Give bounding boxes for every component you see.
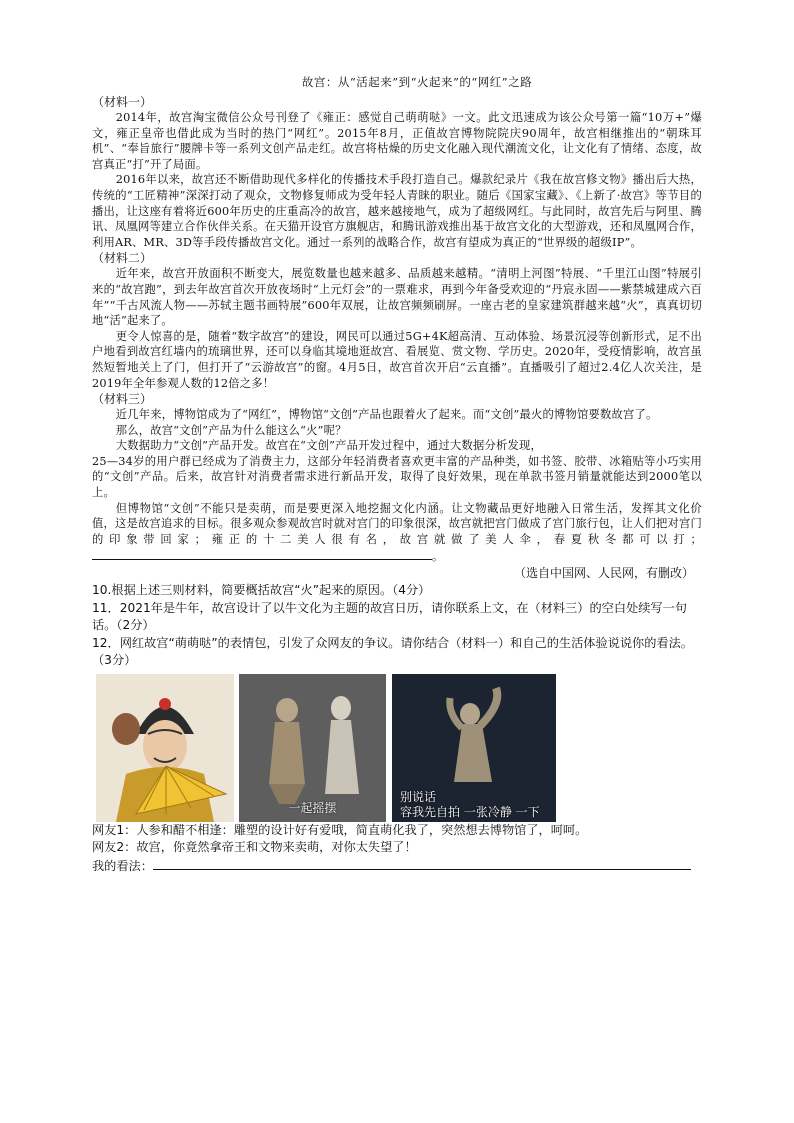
caption-selfie xyxy=(400,790,556,820)
material3-paragraph: 大数据助力“文创”产品开发。故宫在“文创”产品开发过程中，通过大数据分析发现， xyxy=(115,439,543,453)
material2-heading: （材料二） xyxy=(92,251,153,266)
material3-last-text: 但博物馆“文创”不能只是卖萌，而是要更深入地挖掘文化内涵。让文物藏品更好地融入日常生活，发挥其文化价值，这是故宫追求的目标。很多观众参观故宫时就对宫门的印象很深，故宫就把宫门做成了宫门旅行包，让人们把对宫门的印象带回家；雍正的十二美人很有名，故宫就做了美人伞，春夏秋冬都可以打； xyxy=(92,501,702,546)
material3-paragraph: 25—34岁的用户群已经成为了消费主力，这部分年轻消费者喜欢更丰富的产品种类，如书签、胶带、冰箱贴等小巧实用的“文创”产品。后来，故宫针对消费者需求进行新品开发，取得了良好效果，现在单款书签月销量就能达到2000笔以上。 xyxy=(92,454,702,500)
caption-line-1: 别说话 xyxy=(400,789,437,804)
material1-paragraph: 2016年以来，故宫还不断借助现代多样化的传播技术手段打造自己。爆款纪录片《我在故宫修文物》播出后大热，传统的“工匠精神”深深打动了观众，文物修复师成为受年轻人青睐的职业。随后《国家宝藏》、《上新了·故宫》等节目的播出，让这座有着将近600年历史的庄重高冷的故宫，越来越接地气，成为了超级网红。与此同时，故宫先后与阿里、腾讯、凤凰网等建立合作伙伴关系。在天猫开设官方旗舰店，和腾讯游戏推出基于故宫文化的大型游戏，还和凤凰网合作，利用AR、MR、3D等手段传播故宫文化。通过一系列的战略合作，故宫有望成为真正的“世界级的超级IP”。 xyxy=(92,173,702,249)
selfie-figurine-image xyxy=(392,674,556,822)
blank-end-mark: 。 xyxy=(432,550,444,564)
dancing-figurines-image xyxy=(239,674,386,822)
fill-in-blank[interactable] xyxy=(92,547,432,560)
caption-line-2: 容我先自拍 一张冷静 一下 xyxy=(400,804,540,819)
netizen-reply-2: 网友2：故宫，你竟然拿帝王和文物来卖萌，对你太失望了！ xyxy=(92,840,417,855)
page-title: 故宫：从“活起来”到“火起来”的“网红”之路 xyxy=(301,75,533,89)
emperor-fan-image xyxy=(96,674,234,822)
question-10: 10.根据上述三则材料，简要概括故宫“火”起来的原因。（4分） xyxy=(92,583,431,598)
question-12: 12．网红故宫“萌萌哒”的表情包，引发了众网友的争议。请你结合（材料一）和自己的生活体验说说你的看法。（3分） xyxy=(92,635,693,668)
caption-yiqi-yaobai: 一起摇摆 xyxy=(288,800,337,815)
material1-heading: （材料一） xyxy=(92,95,153,109)
document-page xyxy=(92,74,702,875)
meme-images xyxy=(92,674,702,822)
source-note: （选自中国网、人民网，有删改） xyxy=(513,566,694,581)
answer-label: 我的看法： xyxy=(92,858,153,873)
question-11: 11．2021年是牛年，故宫设计了以牛文化为主题的故宫日历，请你联系上文，在（材料三）的空白处续写一句话。（2分） xyxy=(92,600,687,633)
material2-paragraph: 近年来，故宫开放面积不断变大，展览数量也越来越多、品质越来越精。“清明上河图”特展、“千里江山图”特展引来的“故宫跑”，到去年故宫首次开放夜场时“上元灯会”的一票难求，再到今年备受欢迎的“丹宸永固——紫禁城建成六百年”“千古风流人物——苏轼主题书画特展”600年双展，让故宫频频刷屏。一座古老的皇家建筑群越来越“火”，真真切切地“活”起来了。 xyxy=(92,267,702,328)
material2-paragraph: 更令人惊喜的是，随着“数字故宫”的建设，网民可以通过5G+4K超高清、互动体验、场景沉浸等创新形式，足不出户地看到故宫红墙内的琉璃世界，还可以身临其境地逛故宫、看展览、赏文物、学历史。2020年，受疫情影响，故宫虽然短暂地关上了门，但打开了“云游故宫”的窗。4月5日，故宫首次开启“云直播”。直播吸引了超过2.4亿人次关注，是2019年全年参观人数的12倍之多！ xyxy=(92,329,702,390)
material3-paragraph: 近几年来，博物馆成为了“网红”，博物馆“文创”产品也跟着火了起来。而“文创”最火的博物馆要数故宫了。 xyxy=(115,408,658,422)
answer-blank[interactable] xyxy=(153,857,691,870)
material1-paragraph: 2014年，故宫淘宝微信公众号刊登了《雍正：感觉自己萌萌哒》一文。此文迅速成为该公众号第一篇“10万+”爆文，雍正皇帝也借此成为当时的热门“网红”。2015年8月，正值故宫博物院院庆90周年，故宫相继推出的“朝珠耳机”、“奉旨旅行”腰牌卡等一系列文创产品走红。故宫将枯燥的历史文化融入现代潮流文化，让文化有了情绪、态度，故宫真正“打”开了局面。 xyxy=(92,111,702,171)
netizen-reply-1: 网友1：人参和醋不相逢：雕塑的设计好有爱哦，简直萌化我了，突然想去博物馆了，呵呵。 xyxy=(92,822,588,837)
answer-line xyxy=(92,857,702,876)
material3-paragraph-with-blank xyxy=(92,501,702,565)
material3-paragraph: 那么，故宫“文创”产品为什么能这么“火”呢？ xyxy=(115,423,347,437)
material3-heading: （材料三） xyxy=(92,392,153,407)
